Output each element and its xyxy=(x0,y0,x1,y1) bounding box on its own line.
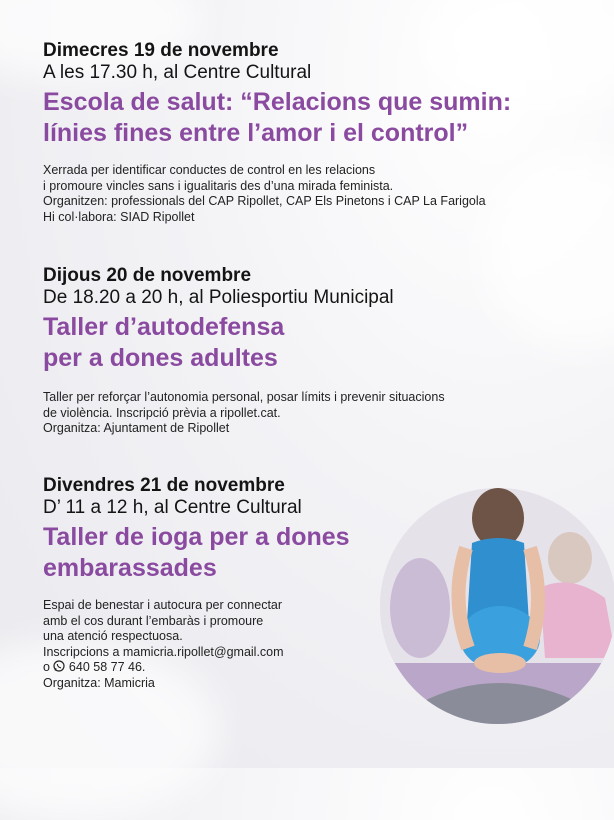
event-title-line: Escola de salut: “Relacions que sumin: xyxy=(43,88,512,116)
event-1 xyxy=(43,40,511,225)
event-title xyxy=(43,87,511,149)
event-title-line: embarassades xyxy=(43,554,217,582)
event-time: A les 17.30 h, al Centre Cultural xyxy=(43,62,312,83)
event-date: Dimecres 19 de novembre xyxy=(43,40,279,61)
desc-line: Espai de benestar i autocura per connectar xyxy=(43,598,283,612)
event-description xyxy=(43,163,511,225)
event-title xyxy=(43,312,445,374)
desc-line: Inscripcions a mamicria.ripollet@gmail.com xyxy=(43,644,284,659)
desc-line: i promoure vincles sans i igualitaris des d’una mirada feminista. xyxy=(43,178,394,193)
pregnant-yoga-photo xyxy=(380,488,614,724)
event-time: D’ 11 a 12 h, al Centre Cultural xyxy=(43,497,302,518)
event-title-line: Taller de ioga per a dones xyxy=(43,523,350,551)
event-3 xyxy=(43,475,350,691)
event-title-line: línies fines entre l’amor i el control” xyxy=(43,119,469,147)
event-title xyxy=(43,522,350,584)
desc-line: Organitzen: professionals del CAP Ripollet, CAP Els Pinetons i CAP La Farigola xyxy=(43,194,486,208)
event-time: De 18.20 a 20 h, al Poliesportiu Municipal xyxy=(43,287,394,308)
phone-number: 640 58 77 46. xyxy=(68,660,146,674)
desc-line: de violència. Inscripció prèvia a ripollet.cat. xyxy=(43,405,281,420)
event-description xyxy=(43,598,350,691)
event-title-line: Taller d’autodefensa xyxy=(43,313,285,341)
phone-prefix: o xyxy=(43,660,50,674)
event-date: Dijous 20 de novembre xyxy=(43,265,252,286)
event-2 xyxy=(43,265,445,437)
yoga-illustration xyxy=(380,488,614,724)
phone-line xyxy=(43,660,350,676)
desc-line: Organitza: Mamicria xyxy=(43,675,155,690)
desc-line: amb el cos durant l’embaràs i promoure xyxy=(43,613,264,628)
desc-line: Organitza: Ajuntament de Ripollet xyxy=(43,421,230,435)
event-description xyxy=(43,390,445,437)
desc-line: una atenció respectuosa. xyxy=(43,629,183,643)
event-date: Divendres 21 de novembre xyxy=(43,475,285,496)
desc-line: Taller per reforçar l’autonomia personal, posar límits i prevenir situacions xyxy=(43,390,445,404)
whatsapp-icon xyxy=(53,660,65,672)
desc-line: Xerrada per identificar conductes de control en les relacions xyxy=(43,163,376,177)
event-title-line: per a dones adultes xyxy=(43,344,278,372)
desc-line: Hi col·labora: SIAD Ripollet xyxy=(43,209,195,224)
